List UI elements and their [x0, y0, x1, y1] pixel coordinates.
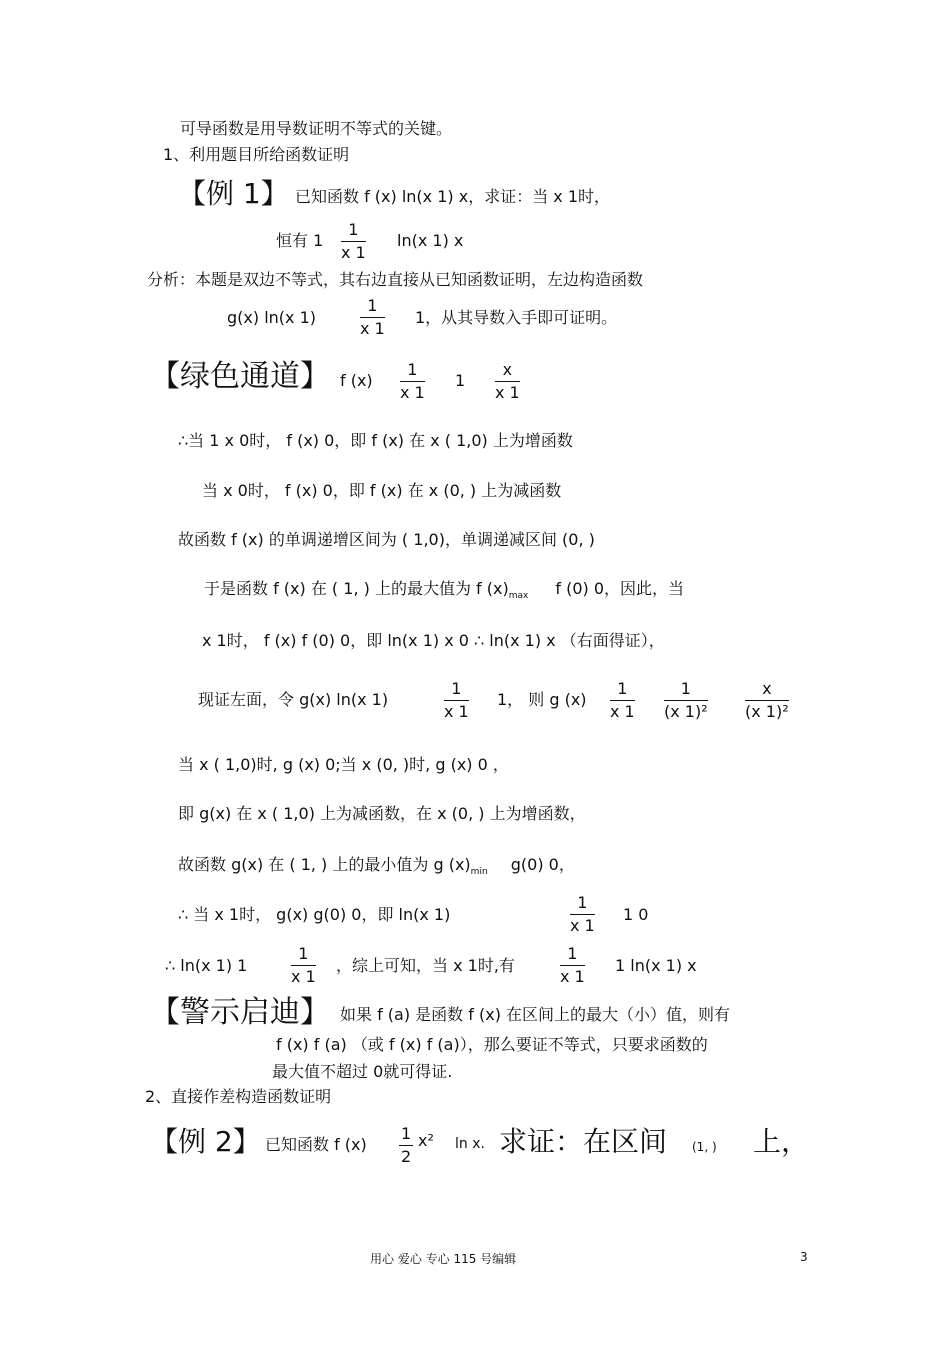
green-channel-label: 【绿色通道】	[150, 359, 330, 394]
body-line-6-fraction-1	[444, 681, 469, 720]
fraction-numerator: x	[495, 362, 520, 382]
body-line-10-fraction	[570, 895, 595, 934]
example-2-end: 上，	[753, 1125, 810, 1158]
fraction-numerator: x	[745, 681, 789, 701]
example-1-line2-rest: ln(x 1) x	[397, 231, 464, 250]
fraction-denominator: 2	[401, 1147, 412, 1166]
fraction-numerator: 1	[560, 946, 585, 966]
body-line-11-a: ∴ ln(x 1) 1	[165, 956, 248, 975]
body-line-9	[178, 857, 575, 877]
fraction-denominator: x 1	[291, 967, 316, 986]
body-line-5: x 1时， f (x) f (0) 0，即 ln(x 1) x 0 ∴ ln(x 1) x （右面得证），	[202, 631, 665, 650]
green-fraction-2	[495, 362, 520, 401]
example-2-claim: 求证：在区间	[499, 1125, 668, 1158]
fraction-denominator: x 1	[400, 383, 425, 402]
fraction-numerator: 1	[400, 362, 425, 382]
section-2-heading: 2、直接作差构造函数证明	[145, 1087, 332, 1106]
min-subscript: min	[470, 867, 488, 878]
body-line-11-c: 1 ln(x 1) x	[615, 956, 697, 975]
analysis-g-definition: g(x) ln(x 1)	[227, 308, 316, 327]
body-line-11-b: ，综上可知，当 x 1时,有	[336, 956, 515, 975]
body-line-10-a: ∴ 当 x 1时， g(x) g(0) 0，即 ln(x 1)	[178, 905, 451, 924]
green-fraction-1	[400, 362, 425, 401]
body-line-11-fraction-2	[560, 946, 585, 985]
body-line-11-fraction-1	[291, 946, 316, 985]
body-line-6-fraction-4	[745, 681, 789, 720]
body-line-6-fraction-3	[664, 681, 708, 720]
fraction-denominator: x 1	[495, 383, 520, 402]
fraction-numerator: 1	[444, 681, 469, 701]
warning-label: 【警示启迪】	[150, 995, 330, 1030]
page-number: 3	[800, 1250, 808, 1264]
green-f-derivative: f (x)	[340, 371, 373, 390]
fraction-denominator: (x 1)²	[745, 702, 789, 721]
analysis-line-1: 分析：本题是双边不等式，其右边直接从已知函数证明，左边构造函数	[147, 270, 644, 289]
body-line-9-b: g(0) 0，	[510, 855, 575, 874]
footer-text: 用心 爱心 专心 115 号编辑	[370, 1252, 517, 1266]
body-line-9-a: 故函数 g(x) 在 ( 1, ) 上的最小值为 g (x)	[178, 855, 471, 874]
fraction-numerator: 1	[341, 222, 366, 242]
analysis-rest: 1，从其导数入手即可证明。	[415, 308, 618, 327]
body-line-1: ∴当 1 x 0时， f (x) 0，即 f (x) 在 x ( 1,0) 上为增函数	[178, 431, 573, 450]
fraction-denominator: x 1	[444, 702, 469, 721]
body-line-4-b: f (0) 0，因此，当	[555, 579, 685, 598]
fraction-denominator: x 1	[570, 916, 595, 935]
example-2-interval: (1, )	[692, 1140, 717, 1154]
max-subscript: max	[508, 591, 529, 602]
body-line-2: 当 x 0时， f (x) 0，即 f (x) 在 x (0, ) 上为减函数	[202, 481, 562, 500]
intro-text: 可导函数是用导数证明不等式的关键。	[180, 119, 453, 138]
body-line-4	[204, 581, 684, 601]
example-1-text: 已知函数 f (x) ln(x 1) x，求证：当 x 1时，	[295, 187, 611, 206]
fraction-denominator: x 1	[360, 319, 385, 338]
warning-line-1: 如果 f (a) 是函数 f (x) 在区间上的最大（小）值，则有	[340, 1005, 731, 1024]
body-line-6-fraction-2	[610, 681, 635, 720]
example-2-label: 【例 2】	[150, 1125, 261, 1158]
example-1-label: 【例 1】	[178, 177, 289, 210]
body-line-3: 故函数 f (x) 的单调递增区间为 ( 1,0)，单调递减区间 (0, )	[178, 530, 595, 549]
fraction-denominator: x 1	[610, 702, 635, 721]
example-1-fraction	[341, 222, 366, 261]
green-middle: 1	[455, 371, 466, 390]
body-line-6-a: 现证左面，令 g(x) ln(x 1)	[198, 690, 389, 709]
fraction-denominator: (x 1)²	[664, 702, 708, 721]
fraction-numerator: 1	[610, 681, 635, 701]
warning-line-2: f (x) f (a) （或 f (x) f (a)），那么要证不等式，只要求函数的	[276, 1035, 708, 1054]
body-line-4-a: 于是函数 f (x) 在 ( 1, ) 上的最大值为 f (x)	[204, 579, 509, 598]
body-line-8: 即 g(x) 在 x ( 1,0) 上为减函数，在 x (0, ) 上为增函数，	[178, 804, 586, 823]
example-1-line2: 恒有 1	[276, 231, 324, 250]
fraction-numerator: 1	[360, 298, 385, 318]
fraction-numerator: 1	[399, 1126, 413, 1146]
warning-line-3: 最大值不超过 0就可得证.	[272, 1062, 453, 1081]
example-2-ln: ln x.	[455, 1136, 485, 1152]
analysis-fraction	[360, 298, 385, 337]
fraction-denominator: x 1	[341, 243, 366, 262]
section-1-heading: 1、利用题目所给函数证明	[163, 145, 350, 164]
fraction-numerator: 1	[570, 895, 595, 915]
example-2-text: 已知函数 f (x)	[265, 1135, 367, 1154]
fraction-denominator: x 1	[560, 967, 585, 986]
body-line-6-b: 1， 则 g (x)	[497, 690, 587, 709]
fraction-numerator: 1	[664, 681, 708, 701]
example-2-fraction	[399, 1126, 413, 1165]
example-2-x-squared: x²	[418, 1131, 434, 1150]
fraction-numerator: 1	[291, 946, 316, 966]
body-line-10-b: 1 0	[623, 905, 649, 924]
body-line-7: 当 x ( 1,0)时, g (x) 0;当 x (0, )时, g (x) 0 ，	[178, 755, 509, 774]
